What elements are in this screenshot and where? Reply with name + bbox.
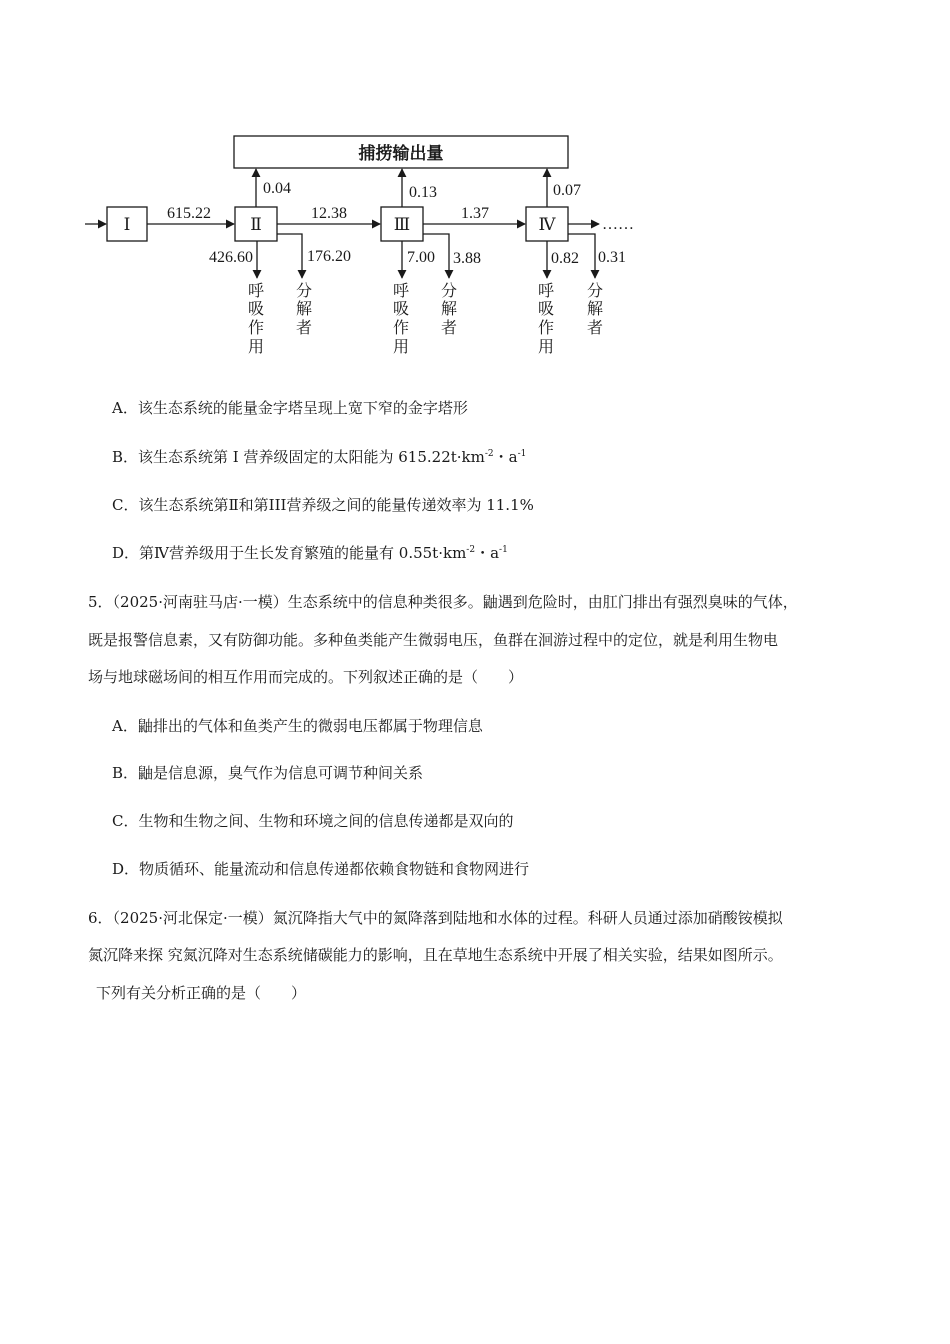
svg-text:解: 解 xyxy=(295,301,313,318)
level-label-3: Ⅲ xyxy=(393,215,411,234)
q4-option-b-mid: ・a xyxy=(493,448,518,466)
q4-option-b xyxy=(112,447,526,467)
decomposer-value-4: 0.31 xyxy=(598,249,626,266)
q5-option-d: D．物质循环、能量流动和信息传递都依赖食物链和食物网进行 xyxy=(112,860,530,878)
svg-text:分: 分 xyxy=(586,283,604,300)
svg-text:作: 作 xyxy=(392,320,410,337)
level-label-4: Ⅳ xyxy=(538,215,556,234)
q4-option-d-sup1: -2 xyxy=(466,545,476,555)
svg-text:者: 者 xyxy=(440,320,458,337)
q5-option-b: B．鼬是信息源，臭气作为信息可调节种间关系 xyxy=(112,764,424,782)
svg-text:吸: 吸 xyxy=(537,301,555,318)
q4-option-b-sup1: -2 xyxy=(484,449,494,459)
decomposer-label-4 xyxy=(587,282,603,337)
capture-value-2: 0.04 xyxy=(263,180,291,197)
svg-text:作: 作 xyxy=(537,320,555,337)
q4-option-d-mid: ・a xyxy=(475,544,500,562)
q5-stem-line-2: 既是报警信息素，又有防御功能。多种鱼类能产生微弱电压，鱼群在洄游过程中的定位，就是利用生物电 xyxy=(88,631,779,649)
respiration-value-2: 426.60 xyxy=(209,249,253,266)
q5-option-a: A．鼬排出的气体和鱼类产生的微弱电压都属于物理信息 xyxy=(112,717,483,735)
svg-text:用: 用 xyxy=(537,339,555,356)
svg-text:呼: 呼 xyxy=(247,283,265,300)
level-label-2: Ⅱ xyxy=(250,215,262,234)
svg-text:呼: 呼 xyxy=(537,283,555,300)
svg-text:呼: 呼 xyxy=(392,283,410,300)
q6-stem-line-2: 氮沉降来探 究氮沉降对生态系统储碳能力的影响，且在草地生态系统中开展了相关实验，结果如图所示。 xyxy=(88,946,783,964)
flow-ellipsis: …… xyxy=(602,216,634,233)
svg-text:解: 解 xyxy=(586,301,604,318)
q4-option-d-text: D．第Ⅳ营养级用于生长发育繁殖的能量有 0.55t·km xyxy=(112,544,467,562)
energy-flow-diagram xyxy=(80,128,660,364)
svg-text:者: 者 xyxy=(295,320,313,337)
svg-text:分: 分 xyxy=(440,283,458,300)
q4-option-d-sup2: -1 xyxy=(499,545,508,555)
capture-value-4: 0.07 xyxy=(553,182,581,199)
q4-option-b-text: B．该生态系统第 I 营养级固定的太阳能为 615.22t·km xyxy=(112,448,485,466)
svg-text:用: 用 xyxy=(247,339,265,356)
svg-text:吸: 吸 xyxy=(247,301,265,318)
svg-text:者: 者 xyxy=(586,320,604,337)
flow-value-3-4: 1.37 xyxy=(461,205,489,222)
svg-text:解: 解 xyxy=(440,301,458,318)
decomposer-value-2: 176.20 xyxy=(307,248,351,265)
decomposer-label-3 xyxy=(441,282,457,337)
flow-value-2-3: 12.38 xyxy=(311,205,347,222)
svg-text:作: 作 xyxy=(247,320,265,337)
q5-stem-line-1: 5．（2025·河南驻马店·一模）生态系统中的信息种类很多。鼬遇到危险时，由肛门排出有强烈臭味的气体， xyxy=(88,593,798,611)
svg-text:用: 用 xyxy=(392,339,410,356)
decomposer-value-3: 3.88 xyxy=(453,250,481,267)
capture-value-3: 0.13 xyxy=(409,184,437,201)
respiration-value-3: 7.00 xyxy=(407,249,435,266)
decomposer-label-2 xyxy=(296,282,312,337)
q4-option-d xyxy=(112,543,508,563)
q6-stem-line-1: 6．（2025·河北保定·一模）氮沉降指大气中的氮降落到陆地和水体的过程。科研人员通过添加硝酸铵模拟 xyxy=(88,909,783,927)
q5-option-c: C．生物和生物之间、生物和环境之间的信息传递都是双向的 xyxy=(112,812,514,830)
svg-text:吸: 吸 xyxy=(392,301,410,318)
respiration-label-2 xyxy=(248,282,264,356)
q4-option-c: C．该生态系统第Ⅱ和第III营养级之间的能量传递效率为 11.1% xyxy=(112,496,534,514)
q4-option-a: A．该生态系统的能量金字塔呈现上宽下窄的金字塔形 xyxy=(112,399,468,417)
capture-output-label: 捕捞输出量 xyxy=(358,144,444,163)
level-label-1: Ⅰ xyxy=(123,215,131,234)
flow-value-1-2: 615.22 xyxy=(167,205,211,222)
q5-stem-line-3: 场与地球磁场间的相互作用而完成的。下列叙述正确的是（ ） xyxy=(88,668,524,686)
respiration-label-3 xyxy=(393,282,409,356)
respiration-label-4 xyxy=(538,282,554,356)
respiration-value-4: 0.82 xyxy=(551,250,579,267)
svg-text:分: 分 xyxy=(295,283,313,300)
q4-option-b-sup2: -1 xyxy=(517,449,527,459)
q6-stem-line-3: 下列有关分析正确的是（ ） xyxy=(96,984,307,1002)
